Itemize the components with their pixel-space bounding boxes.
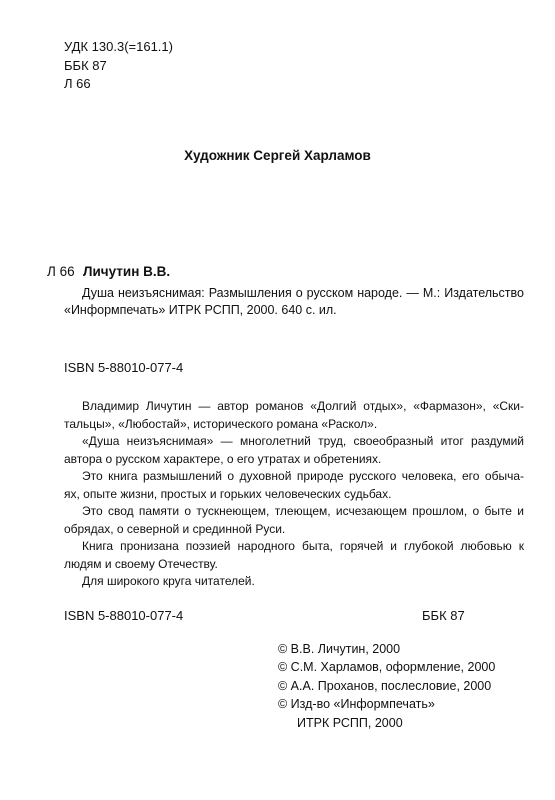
copyright-line: © А.А. Проханов, послесловие, 2000 [278,678,492,693]
annotation-line: Это книга размышлений о духовной природе русского человека, его обыча- [82,469,524,483]
copyright-block [278,640,495,732]
annotation-line: ях, опыте жизни, простых и горьких человеческих судьбах. [64,486,392,501]
copyright-line: © Изд-во «Информпечать» [278,697,435,712]
bbk-footer: ББК 87 [422,608,465,623]
artist-credit: Художник Сергей Харламов [184,148,371,163]
isbn-footer: ISBN 5-88010-077-4 [64,608,184,623]
annotation-line: обрядах, о северной и срединной Руси. [64,521,286,536]
copyright-line: © С.М. Харламов, оформление, 2000 [278,660,496,675]
annotation-line: Книга пронизана поэзией народного быта, горячей и глубокой любовью к [82,539,524,553]
catalog-code: Л 66 [47,264,75,279]
catalog-description [64,285,524,319]
annotation-line: автора о русском характере, о его утратах и обретениях. [64,451,382,466]
classification-block [64,38,173,94]
udk-code: УДК 130.3(=161.1) [64,39,173,54]
annotation [64,398,524,591]
isbn-top: ISBN 5-88010-077-4 [64,360,184,375]
copyright-line: ИТРК РСПП, 2000 [297,715,403,730]
description-line: «Информпечать» ИТРК РСПП, 2000. 640 с. ил. [64,303,337,317]
annotation-line: людям и своему Отечеству. [64,556,218,571]
annotation-line: Владимир Личутин — автор романов «Долгий отдых», «Фармазон», «Ски- [82,399,524,413]
copyright-line: © В.В. Личутин, 2000 [278,642,401,656]
description-line: Душа неизъяснимая: Размышления о русском народе. — М.: Издательство [82,286,524,300]
annotation-line: «Душа неизъяснимая» — многолетний труд, своеобразный итог раздумий [82,434,524,448]
annotation-line: Для широкого круга читателей. [82,574,255,588]
author-mark: Л 66 [64,76,91,91]
annotation-line: тальцы», «Любостай», исторического романа «Раскол». [64,416,378,431]
annotation-line: Это свод памяти о тускнеющем, тлеющем, исчезающем прошлом, о быте и [82,504,524,518]
catalog-author: Личутин В.В. [83,264,171,279]
catalog-author-line [47,264,170,279]
bbk-code: ББК 87 [64,57,107,73]
